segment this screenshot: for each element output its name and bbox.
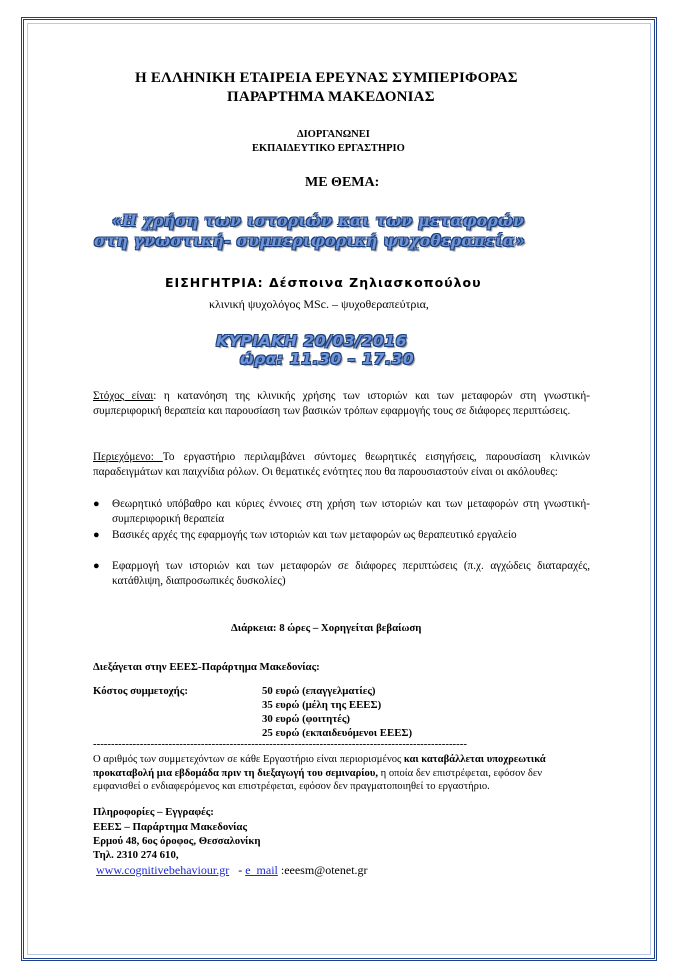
content-paragraph [93,450,590,479]
list-item: ● Βασικές αρχές της εφαρμογής των ιστοριών και των μεταφορών ως θεραπευτικό εργαλείο [93,529,517,541]
bullet-icon: ● [93,560,100,572]
cost-item: 30 ευρώ (φοιτητές) [262,713,351,725]
link-separator: - [229,863,246,877]
workshop-label: ΕΚΠΑΙΔΕΥΤΙΚΟ ΕΡΓΑΣΤΗΡΙΟ [252,143,405,154]
goal-paragraph [93,389,590,418]
bullet-icon: ● [93,498,100,510]
speaker-name: ΕΙΣΗΓΗΤΡΙΑ: Δέσποινα Ζηλιασκοπούλου [165,275,482,290]
list-item: ● Εφαρμογή των ιστοριών και των μεταφορών σε διάφορες περιπτώσεις (π.χ. αγχώδεις διαταραχές, κατάθλιψη, διαπροσωπικές δυσκολίες) [93,560,590,587]
organizes-label: ΔΙΟΡΓΑΝΩΝΕΙ [297,129,370,140]
bullet-icon: ● [93,529,100,541]
workshop-title-line2: στη γνωστική- συμπεριφορική ψυχοθεραπεία» [94,231,525,250]
workshop-title-line1: «Η χρήση των ιστοριών και των μεταφορών [112,211,525,230]
event-time: ώρα: 11.30 – 17.30 [240,350,415,368]
website-link[interactable]: www.cognitivebehaviour.gr [96,863,230,877]
venue-text: Διεξάγεται στην ΕΕΕΣ-Παράρτημα Μακεδονίας: [93,661,320,673]
content-label: Περιεχόμενο: [93,451,163,463]
cost-item: 50 ευρώ (επαγγελματίες) [262,685,376,697]
org-branch: ΠΑΡΑΡΤΗΜΑ ΜΑΚΕΔΟΝΙΑΣ [227,89,435,105]
contact-links [96,863,368,878]
speaker-role: κλινική ψυχολόγος MSc. – ψυχοθεραπεύτρια, [209,297,429,311]
contact-address: Ερμού 48, 6ος όροφος, Θεσσαλονίκη [93,835,261,847]
theme-label: ΜΕ ΘΕΜΑ: [305,175,380,190]
content-text: Το εργαστήριο περιλαμβάνει σύντομες θεωρητικές εισηγήσεις, παρουσίαση κλινικών παραδειγμάτων και παιχνίδια ρόλων. Οι θεματικές ενότητες που θα παρουσιαστούν είναι οι ακόλουθες: [93,451,591,478]
cost-item: 35 ευρώ (μέλη της ΕΕΕΣ) [262,699,382,711]
cost-item: 25 ευρώ (εκπαιδευόμενοι ΕΕΕΣ) [262,727,413,739]
registration-note: Ο αριθμός των συμμετεχόντων σε κάθε Εργαστήριο είναι περιορισμένος και καταβάλλεται υποχρεωτικά προκαταβολή μια εβδομάδα πριν τη διεξαγωγή του σεμιναρίου, η οποία δεν επιστρέφεται, εφόσον δεν εμφανισθεί ο ενδιαφερόμενος και επιστρέφεται, εφόσον δεν πραγματοποιηθεί το εργαστήριο. [93,754,546,793]
list-item: ● Θεωρητικό υπόβαθρο και κύριες έννοιες στη χρήση των ιστοριών και των μεταφορών στη γνωστική- συμπεριφορική θεραπεία [93,498,590,525]
cost-label: Κόστος συμμετοχής: [93,685,188,697]
contact-phone: Τηλ. 2310 274 610, [93,849,179,861]
contact-org: ΕΕΕΣ – Παράρτημα Μακεδονίας [93,821,247,833]
separator-line: -------------------------------------------------------------------------------------------------------- [93,738,467,750]
goal-text: : η κατανόηση της κλινικής χρήσης των ιστοριών και των μεταφορών στη γνωστική- συμπεριφορική θεραπεία και παρουσίαση των βασικών τρόπων εφαρμογής τους σε διάφορες περιπτώσεις. [93,390,590,417]
email-address[interactable]: :eeesm@otenet.gr [277,863,368,877]
contact-heading: Πληροφορίες – Εγγραφές: [93,806,214,818]
goal-label: Στόχος είναι [93,390,154,402]
duration-text: Διάρκεια: 8 ώρες – Χορηγείται βεβαίωση [231,622,422,634]
email-label-link[interactable]: e_mail [245,863,278,877]
org-name: Η ΕΛΛΗΝΙΚΗ ΕΤΑΙΡΕΙΑ ΕΡΕΥΝΑΣ ΣΥΜΠΕΡΙΦΟΡΑΣ [135,70,518,86]
event-date: ΚΥΡΙΑΚΗ 20/03/2016 [216,332,408,350]
